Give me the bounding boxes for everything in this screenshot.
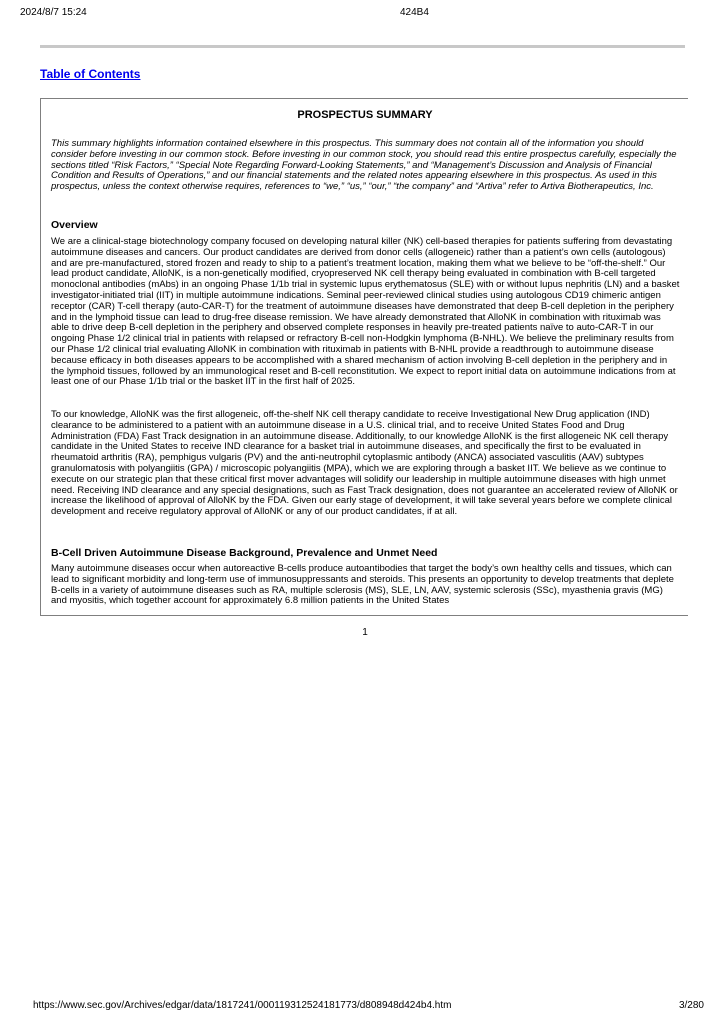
print-header: [20, 7, 704, 21]
intro-paragraph: This summary highlights information contained elsewhere in this prospectus. This summary does not contain all of the information you should consider before investing in our common stock. Before investing in our common stock, you should read this entire prospectus carefully, especially the sections titled “Risk Factors,” “Special Note Regarding Forward-Looking Statements,” and “Management’s Discussion and Analysis of Financial Condition and Results of Operations,” and our financial statements and the related notes appearing elsewhere in this prospectus. As used in this prospectus, unless the context otherwise requires, references to “we,” “us,” “our,” “the company” and “Artiva” refer to Artiva Biotherapeutics, Inc.: [51, 138, 677, 193]
prospectus-summary-section: [40, 98, 688, 616]
bcell-heading: B-Cell Driven Autoimmune Disease Background, Prevalence and Unmet Need: [51, 547, 438, 559]
overview-paragraph-2: To our knowledge, AlloNK was the first allogeneic, off-the-shelf NK cell therapy candidate to receive Investigational New Drug application (IND) clearance to be administered to a patient with an autoimmune disease in a U.S. clinical trial, and to receive United States Food and Drug Administration (FDA) Fast Track designation in an autoimmune disease. Additionally, to our knowledge AlloNK is the first allogeneic NK cell therapy candidate in the United States to receive IND clearance for a basket trial in autoimmune diseases, and specifically the first to be evaluated in rheumatoid arthritis (RA), pemphigus vulgaris (PV) and the anti-neutrophil cytoplasmic antibody (ANCA) associated vasculitis (AAV) subtypes granulomatosis with polyangiitis (GPA) / microscopic polyangiitis (MPA), which we are exploring through a basket IIT. We believe as we continue to execute on our strategic plan that these critical first mover advantages will solidify our leadership in multiple autoimmune diseases with high unmet need. Receiving IND clearance and any special designations, such as Fast Track designation, does not guarantee an accelerated review of AlloNK or increase the likelihood of approval of AlloNK by the FDA. Given our early stage of development, it will take several years before we complete clinical development and receive regulatory approval of AlloNK or any of our product candidates, if at all.: [51, 409, 678, 518]
print-document-id: 424B4: [400, 7, 429, 18]
print-timestamp: 2024/8/7 15:24: [20, 7, 87, 18]
overview-heading: Overview: [51, 219, 98, 231]
horizontal-rule: [40, 45, 685, 48]
print-page-count: 3/280: [678, 1000, 704, 1011]
overview-paragraph-1: We are a clinical-stage biotechnology company focused on developing natural killer (NK) cell-based therapies for patients suffering from devastating autoimmune diseases and cancers. Our product candidates are derived from donor cells (allogeneic) rather than a patient’s own cells (autologous) and are pre-manufactured, stored frozen and ready to ship to a patient’s treatment location, making them what we believe to be “off-the-shelf.” Our lead product candidate, AlloNK, is a non-genetically modified, cryopreserved NK cell therapy being evaluated in combination with B-cell targeted monoclonal antibodies (mAbs) in an ongoing Phase 1/1b trial in systemic lupus erythematosus (SLE) with or without lupus nephritis (LN) and a basket investigator-initiated trial (IIT) in multiple autoimmune indications. Seminal peer-reviewed clinical studies using autologous CD19 chimeric antigen receptor (CAR) T-cell therapy (auto-CAR-T) for the treatment of autoimmune diseases have demonstrated that deep B-cell depletion in the periphery and in the lymphoid tissue can lead to drug-free disease remission. We have already demonstrated that AlloNK in combination with rituximab was able to drive deep B-cell depletion in the periphery and observed complete responses in heavily pre-treated patients naïve to auto-CAR-T in our ongoing Phase 1/2 clinical trial in patients with relapsed or refractory B-cell non-Hodgkin lymphoma (B-NHL). We believe the preliminary results from our Phase 1/2 clinical trial evaluating AlloNK in combination with rituximab in patients with B-NHL provide a readthrough to autoimmune disease because efficacy in both diseases appears to be accomplished with a shared mechanism of action involving B-cell depletion in the periphery and in the lymphoid tissues, followed by an immunological reset and B-cell reconstitution. We expect to report initial data on autoimmune indications from at least one of our Phase 1/1b trial or the basket IIT in the first half of 2025.: [51, 236, 680, 388]
table-of-contents-link[interactable]: Table of Contents: [40, 67, 141, 81]
section-title: PROSPECTUS SUMMARY: [297, 109, 433, 121]
page-number: 1: [362, 627, 368, 638]
print-footer: [33, 1000, 704, 1014]
bcell-paragraph: Many autoimmune diseases occur when autoreactive B-cells produce autoantibodies that target the body’s own healthy cells and tissues, which can lead to significant morbidity and long-term use of immunosuppressants and steroids. This presents an opportunity to develop treatments that deplete B-cells in a variety of autoimmune diseases such as RA, multiple sclerosis (MS), SLE, LN, AAV, systemic sclerosis (SSc), myasthenia gravis (MG) and myositis, which together account for approximately 6.8 million patients in the United States: [51, 563, 674, 607]
source-url: https://www.sec.gov/Archives/edgar/data/1817241/000119312524181773/d808948d424b4.htm: [33, 1000, 452, 1011]
